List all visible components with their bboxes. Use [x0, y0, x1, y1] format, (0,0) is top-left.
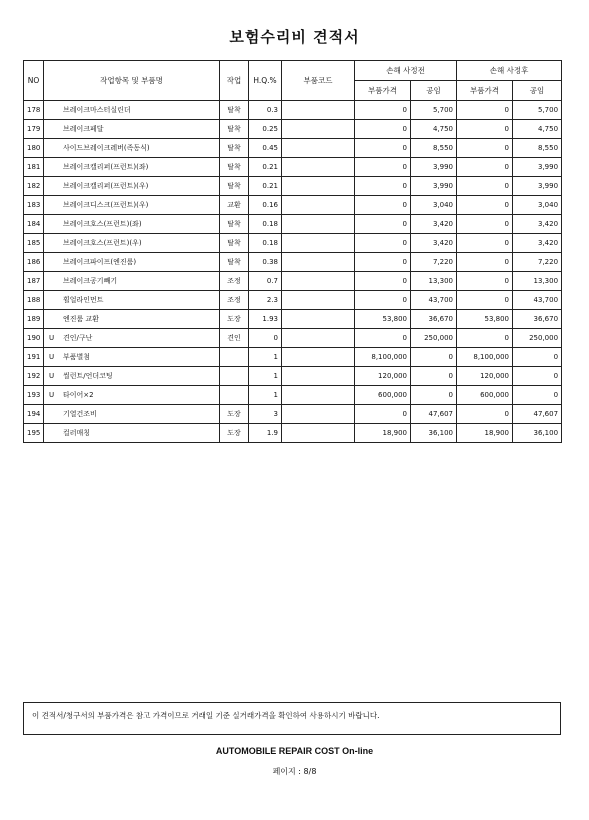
header-after-part-price: 부품가격 [457, 81, 513, 101]
after-labor: 47,607 [513, 405, 562, 424]
table-row [24, 386, 562, 405]
before-labor: 0 [411, 367, 457, 386]
table-row [24, 253, 562, 272]
table-row [24, 139, 562, 158]
work-type: 교환 [220, 196, 249, 215]
row-number: 186 [24, 253, 44, 272]
part-code [282, 139, 355, 158]
after-labor: 0 [513, 367, 562, 386]
row-number: 191 [24, 348, 44, 367]
before-part-price: 0 [355, 215, 411, 234]
before-part-price: 600,000 [355, 386, 411, 405]
row-number: 178 [24, 101, 44, 120]
row-number: 187 [24, 272, 44, 291]
after-part-price: 0 [457, 329, 513, 348]
item-name: 휠얼라인먼트 [63, 296, 104, 304]
hq-value: 0.45 [249, 139, 282, 158]
work-type: 탈착 [220, 101, 249, 120]
after-part-price: 0 [457, 234, 513, 253]
before-part-price: 0 [355, 329, 411, 348]
work-type [220, 348, 249, 367]
item-name: 브레이크마스터실린더 [63, 106, 131, 114]
work-type: 조정 [220, 272, 249, 291]
before-labor: 4,750 [411, 120, 457, 139]
part-code [282, 120, 355, 139]
table-row [24, 329, 562, 348]
disclaimer-note: 이 견적서/청구서의 부품가격은 참고 가격이므로 거래일 기준 실거래가격을 확인하여 사용하시기 바랍니다. [23, 702, 561, 735]
after-labor: 5,700 [513, 101, 562, 120]
page-number: 페이지 : 8/8 [272, 767, 317, 776]
part-code [282, 234, 355, 253]
table-row [24, 272, 562, 291]
before-labor: 3,990 [411, 177, 457, 196]
item-cell [44, 120, 220, 139]
after-part-price: 600,000 [457, 386, 513, 405]
part-code [282, 158, 355, 177]
hq-value: 0.16 [249, 196, 282, 215]
row-number: 188 [24, 291, 44, 310]
hq-value: 0.21 [249, 158, 282, 177]
before-labor: 8,550 [411, 139, 457, 158]
before-labor: 43,700 [411, 291, 457, 310]
part-code [282, 215, 355, 234]
after-part-price: 0 [457, 177, 513, 196]
before-labor: 13,300 [411, 272, 457, 291]
part-code [282, 177, 355, 196]
table-row [24, 101, 562, 120]
after-part-price: 0 [457, 215, 513, 234]
work-type: 도장 [220, 424, 249, 443]
work-type: 도장 [220, 310, 249, 329]
hq-value: 1 [249, 367, 282, 386]
before-part-price: 0 [355, 139, 411, 158]
after-part-price: 18,900 [457, 424, 513, 443]
row-number: 189 [24, 310, 44, 329]
row-number: 183 [24, 196, 44, 215]
hq-value: 0.21 [249, 177, 282, 196]
part-code [282, 386, 355, 405]
before-part-price: 0 [355, 253, 411, 272]
item-cell [44, 272, 220, 291]
before-part-price: 0 [355, 177, 411, 196]
row-number: 193 [24, 386, 44, 405]
work-type: 탈착 [220, 177, 249, 196]
item-name: 부품별첨 [63, 353, 91, 361]
header-hq: H.Q.% [249, 61, 282, 101]
header-before-adjustment: 손해 사정전 [355, 61, 457, 81]
row-number: 185 [24, 234, 44, 253]
table-row [24, 177, 562, 196]
before-part-price: 120,000 [355, 367, 411, 386]
table-row [24, 291, 562, 310]
header-no: NO [24, 61, 44, 101]
after-part-price: 8,100,000 [457, 348, 513, 367]
row-number: 190 [24, 329, 44, 348]
after-labor: 250,000 [513, 329, 562, 348]
item-cell [44, 253, 220, 272]
work-type: 탈착 [220, 253, 249, 272]
item-name: 씰런트/언더코팅 [63, 372, 113, 380]
hq-value: 0.18 [249, 234, 282, 253]
before-labor: 3,990 [411, 158, 457, 177]
before-labor: 3,420 [411, 215, 457, 234]
document-title: 보험수리비 견적서 [229, 28, 360, 46]
item-name: 기열건조비 [63, 410, 97, 418]
before-part-price: 0 [355, 196, 411, 215]
row-number: 195 [24, 424, 44, 443]
item-cell [44, 177, 220, 196]
header-before-labor: 공임 [411, 81, 457, 101]
before-part-price: 0 [355, 405, 411, 424]
item-cell [44, 215, 220, 234]
part-code [282, 424, 355, 443]
before-part-price: 0 [355, 234, 411, 253]
user-entry-flag: U [49, 391, 55, 399]
before-part-price: 0 [355, 158, 411, 177]
item-name: 브레이크공기빼기 [63, 277, 118, 285]
after-labor: 8,550 [513, 139, 562, 158]
user-entry-flag: U [49, 372, 55, 380]
before-part-price: 0 [355, 272, 411, 291]
after-labor: 3,420 [513, 215, 562, 234]
before-labor: 7,220 [411, 253, 457, 272]
work-type: 탈착 [220, 234, 249, 253]
item-cell [44, 386, 220, 405]
hq-value: 0.7 [249, 272, 282, 291]
hq-value: 1 [249, 348, 282, 367]
header-work: 작업 [220, 61, 249, 101]
work-type: 조정 [220, 291, 249, 310]
after-part-price: 120,000 [457, 367, 513, 386]
after-part-price: 0 [457, 253, 513, 272]
work-type [220, 367, 249, 386]
item-cell [44, 158, 220, 177]
after-labor: 43,700 [513, 291, 562, 310]
row-number: 180 [24, 139, 44, 158]
before-labor: 3,040 [411, 196, 457, 215]
table-row [24, 367, 562, 386]
table-row [24, 215, 562, 234]
work-type: 탈착 [220, 139, 249, 158]
header-after-labor: 공임 [513, 81, 562, 101]
item-cell [44, 348, 220, 367]
after-labor: 3,420 [513, 234, 562, 253]
before-part-price: 0 [355, 101, 411, 120]
table-row [24, 424, 562, 443]
table-row [24, 196, 562, 215]
user-entry-flag: U [49, 353, 55, 361]
after-part-price: 0 [457, 405, 513, 424]
table-header [24, 61, 562, 101]
row-number: 192 [24, 367, 44, 386]
hq-value: 1.9 [249, 424, 282, 443]
item-cell [44, 196, 220, 215]
item-name: 엔진룸 교환 [63, 315, 100, 323]
item-name: 컬러매칭 [63, 429, 91, 437]
after-labor: 36,100 [513, 424, 562, 443]
table-row [24, 120, 562, 139]
item-cell [44, 234, 220, 253]
user-entry-flag: U [49, 334, 55, 342]
before-labor: 0 [411, 386, 457, 405]
item-name: 브레이크호스(프런트)(우) [63, 239, 142, 247]
item-name: 브레이크호스(프런트)(좌) [63, 220, 142, 228]
after-part-price: 0 [457, 291, 513, 310]
hq-value: 0.38 [249, 253, 282, 272]
after-labor: 0 [513, 386, 562, 405]
hq-value: 2.3 [249, 291, 282, 310]
header-part-code: 부품코드 [282, 61, 355, 101]
before-labor: 3,420 [411, 234, 457, 253]
work-type: 탈착 [220, 215, 249, 234]
item-name: 브레이크캘리퍼(프런트)(좌) [63, 163, 149, 171]
item-cell [44, 291, 220, 310]
part-code [282, 101, 355, 120]
part-code [282, 348, 355, 367]
after-part-price: 0 [457, 196, 513, 215]
footer-brand: AUTOMOBILE REPAIR COST On-line [215, 746, 374, 756]
item-name: 브레이크파이프(엔진룸) [63, 258, 137, 266]
hq-value: 3 [249, 405, 282, 424]
item-name: 브레이크페달 [63, 125, 104, 133]
after-labor: 36,670 [513, 310, 562, 329]
before-part-price: 8,100,000 [355, 348, 411, 367]
table-body [24, 101, 562, 443]
work-type [220, 386, 249, 405]
part-code [282, 310, 355, 329]
before-part-price: 0 [355, 291, 411, 310]
row-number: 181 [24, 158, 44, 177]
part-code [282, 405, 355, 424]
work-type: 탈착 [220, 158, 249, 177]
after-part-price: 0 [457, 101, 513, 120]
after-part-price: 0 [457, 139, 513, 158]
row-number: 182 [24, 177, 44, 196]
after-part-price: 0 [457, 120, 513, 139]
after-labor: 3,990 [513, 158, 562, 177]
row-number: 194 [24, 405, 44, 424]
part-code [282, 272, 355, 291]
after-part-price: 0 [457, 272, 513, 291]
before-labor: 47,607 [411, 405, 457, 424]
item-name: 브레이크캘리퍼(프런트)(우) [63, 182, 149, 190]
before-part-price: 18,900 [355, 424, 411, 443]
table-row [24, 158, 562, 177]
before-labor: 36,670 [411, 310, 457, 329]
item-cell [44, 329, 220, 348]
header-after-adjustment: 손해 사정후 [457, 61, 562, 81]
item-cell [44, 405, 220, 424]
item-name: 타이어×2 [63, 391, 94, 399]
table-row [24, 348, 562, 367]
hq-value: 0 [249, 329, 282, 348]
after-labor: 3,040 [513, 196, 562, 215]
after-labor: 7,220 [513, 253, 562, 272]
after-labor: 0 [513, 348, 562, 367]
work-type: 탈착 [220, 120, 249, 139]
item-cell [44, 367, 220, 386]
after-labor: 13,300 [513, 272, 562, 291]
hq-value: 0.25 [249, 120, 282, 139]
part-code [282, 329, 355, 348]
item-cell [44, 310, 220, 329]
hq-value: 0.3 [249, 101, 282, 120]
part-code [282, 253, 355, 272]
work-type: 견인 [220, 329, 249, 348]
item-cell [44, 424, 220, 443]
after-part-price: 0 [457, 158, 513, 177]
item-name: 브레이크디스크(프런트)(우) [63, 201, 149, 209]
before-part-price: 0 [355, 120, 411, 139]
after-labor: 4,750 [513, 120, 562, 139]
part-code [282, 291, 355, 310]
part-code [282, 367, 355, 386]
estimate-table [23, 60, 562, 443]
item-name: 사이드브레이크레버(족동식) [63, 144, 150, 152]
hq-value: 0.18 [249, 215, 282, 234]
before-labor: 5,700 [411, 101, 457, 120]
header-item: 작업항목 및 부품명 [44, 61, 220, 101]
item-cell [44, 139, 220, 158]
table-row [24, 405, 562, 424]
before-labor: 36,100 [411, 424, 457, 443]
table-row [24, 310, 562, 329]
part-code [282, 196, 355, 215]
hq-value: 1.93 [249, 310, 282, 329]
after-labor: 3,990 [513, 177, 562, 196]
hq-value: 1 [249, 386, 282, 405]
row-number: 179 [24, 120, 44, 139]
item-name: 견인/구난 [63, 334, 93, 342]
before-labor: 250,000 [411, 329, 457, 348]
item-cell [44, 101, 220, 120]
header-before-part-price: 부품가격 [355, 81, 411, 101]
before-part-price: 53,800 [355, 310, 411, 329]
row-number: 184 [24, 215, 44, 234]
table-row [24, 234, 562, 253]
after-part-price: 53,800 [457, 310, 513, 329]
before-labor: 0 [411, 348, 457, 367]
work-type: 도장 [220, 405, 249, 424]
